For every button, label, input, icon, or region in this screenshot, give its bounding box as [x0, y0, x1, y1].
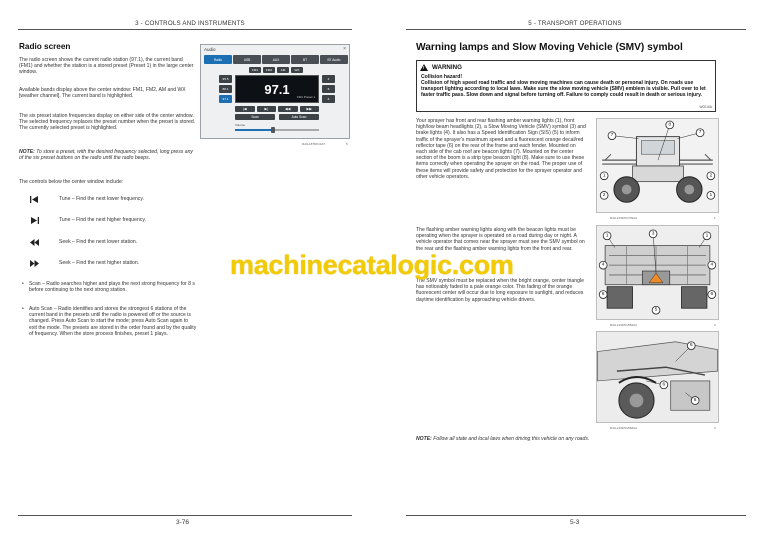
tune-seek-controls	[235, 106, 319, 112]
warning-body: Collision of high speed road traffic and slow moving machines can cause death or personal injury. On roads use transport lighting according to local laws. Make sure the slow moving vehicle (SMV) emblem is visible. Pull over to let faster traffic pass. Slow down and signal before turning off. Failure to comply could result in death or serious injury.	[421, 80, 706, 99]
seek-up-button: ▶▶	[300, 106, 320, 112]
figure-number-2: 2	[714, 323, 716, 327]
band-selector	[249, 67, 303, 73]
callout-label: 7	[698, 130, 702, 136]
footer-rule-right	[406, 515, 746, 516]
figure-sprayer-front	[596, 118, 719, 213]
band-am: AM	[277, 67, 289, 73]
preset-button-active: 97.1	[219, 95, 232, 103]
callout-label: 2	[602, 192, 606, 198]
seek-down-button: ◀◀	[278, 106, 298, 112]
warning-label: WARNING	[432, 64, 462, 71]
footer-rule-left	[18, 515, 352, 516]
control-row-tune-down	[27, 194, 197, 204]
current-frequency: 97.1	[264, 82, 290, 97]
note-paragraph-right	[416, 436, 606, 442]
control-text: Tune – Find the next lower frequency.	[59, 196, 144, 202]
figure-caption-3: RAIL21SP01568AA	[610, 426, 638, 430]
callout-label: 2	[709, 173, 713, 179]
running-head-left: 3 - CONTROLS AND INSTRUMENTS	[135, 20, 245, 27]
warning-headline: Collision hazard!	[421, 74, 463, 80]
figure-number-3: 3	[714, 426, 716, 430]
bullet-dot: •	[22, 306, 24, 312]
volume-label: Volume	[235, 123, 246, 127]
bullet-text: Auto Scan – Radio identifies and stores the strongest 6 stations of the current band in the presets until the radio is powered off or the source is changed. Press Auto Scan to start the mode; press Auto Scan again to exit the mode. The presets are stored in the order found and by the quality of frequency. When the store process finishes, preset 1 plays.	[29, 306, 197, 337]
paragraph-lights: Your sprayer has front and rear flashing amber warning lights (1), front high/low beam headlights (2), a Slow Moving Vehicle (SMV) symbol (3) and brake lights (4). It also has a Speed Identification Sign (SIS) (5) to inform traffic of the sprayer's maximum speed and a fluorescent orange decal/red reflector tape (6) on the rear of the frame and each fender. Mounted on each side of the cab roof are beacon lights (7). Mounted on the center section of the boom is a strip type beacon light (8). Make sure to use these items correctly when operating the sprayer on the road. The proper use of these items will provide safety and protection for the sprayer operator and other vehicle operators.	[416, 118, 586, 180]
tab-aux: AUX	[262, 55, 290, 64]
figure-number-radio: 5	[346, 142, 348, 146]
control-text: Seek – Find the next higher station.	[59, 260, 140, 266]
control-text: Tune – Find the next higher frequency.	[59, 217, 146, 223]
paragraph-flashing: The flashing amber warning lights along with the beacon lights must be operating when the sprayer is operated on a road during day or night. A vehicle operator that comes near the sprayer must see the SMV symbol on the rear and the flashing amber warning lights from the front and rear.	[416, 227, 585, 252]
callout-label: 6	[689, 343, 693, 349]
source-tabs	[204, 55, 348, 64]
control-row-seek-down	[27, 237, 197, 247]
paragraph-3: The six preset station frequencies display on either side of the center window. The selected frequency replaces the preset number when the preset is stored. The currently selected preset is highlighted.	[19, 113, 196, 132]
bullet-auto-scan	[22, 306, 197, 337]
volume-slider	[235, 129, 319, 131]
paragraph-1: The radio screen shows the current radio station (97.1), the current band (FM1) and whether the station is a stored preset (Preset 1) in the large center window.	[19, 57, 194, 76]
warning-header	[420, 63, 500, 72]
section-title-warning-lamps: Warning lamps and Slow Moving Vehicle (SMV) symbol	[416, 42, 683, 53]
note-text: Follow all state and local laws when driving this vehicle on any roads.	[433, 436, 590, 442]
figure-caption-1: RAIL21SP01705AA	[610, 216, 638, 220]
presets-left	[219, 75, 232, 103]
figure-sprayer-rear	[596, 225, 719, 320]
note-text: To store a preset, with the desired frequency selected, long press any of the six preset buttons on the radio until the radio beeps.	[19, 149, 193, 162]
tab-bt-audio: BT Audio	[320, 55, 348, 64]
warning-text	[421, 74, 713, 98]
callout-label: 7	[610, 133, 614, 139]
tune-up-icon	[27, 216, 41, 224]
warning-box	[416, 60, 716, 112]
bullet-scan	[22, 281, 197, 293]
band-fm2: FM2	[263, 67, 275, 73]
sprayer-fender-illustration	[597, 332, 718, 422]
band-wx: WX	[291, 67, 303, 73]
figure-caption-2: RAIL21SP01566AA	[610, 323, 638, 327]
section-title-radio-screen: Radio screen	[19, 42, 71, 51]
preset-button: 4	[322, 75, 335, 83]
callout-label: 1	[605, 233, 609, 239]
header-rule-right	[406, 29, 746, 30]
callout-label: 3	[651, 231, 655, 237]
callout-label: 1	[709, 192, 713, 198]
seek-down-icon	[27, 238, 41, 246]
tab-bt: BT	[291, 55, 319, 64]
page-number-left: 3-76	[176, 519, 190, 526]
controls-intro: The controls below the center window include:	[19, 179, 124, 185]
preset-button: 95.5	[219, 75, 232, 83]
watermark: machinecatalogic.com	[230, 250, 514, 280]
control-row-tune-up	[27, 215, 197, 225]
callout-label: 6	[601, 292, 605, 298]
current-band-preset: FM1 Preset 1	[296, 95, 315, 99]
warning-code: W0016A	[699, 105, 712, 109]
scan-button: Scan	[235, 114, 275, 120]
tab-radio: Radio	[204, 55, 232, 64]
callout-label: 6	[662, 382, 666, 388]
volume-knob	[271, 127, 275, 133]
presets-right	[322, 75, 335, 103]
callout-label: 4	[601, 262, 605, 268]
paragraph-2: Available bands display above the center window: FM1, FM2, AM and WX [weather channel]. The current band is highlighted.	[19, 87, 186, 100]
preset-button: 88.1	[219, 85, 232, 93]
control-row-seek-up	[27, 258, 197, 268]
note-paragraph	[19, 149, 197, 161]
control-text: Seek – Find the next lower station.	[59, 239, 138, 245]
running-head-right: 5 - TRANSPORT OPERATIONS	[528, 20, 622, 27]
note-label: NOTE:	[416, 436, 432, 442]
sprayer-front-illustration	[597, 119, 718, 212]
frequency-window	[235, 75, 319, 103]
tune-down-icon	[27, 195, 41, 203]
callout-label: 6	[693, 397, 697, 403]
page-number-right: 5-3	[570, 519, 580, 526]
tune-up-button: ▶|	[257, 106, 277, 112]
radio-screen-figure	[200, 44, 350, 139]
warning-triangle-icon: !	[420, 64, 428, 71]
seek-up-icon	[27, 259, 41, 267]
note-label: NOTE:	[19, 149, 35, 155]
callout-label: 4	[710, 262, 714, 268]
paragraph-smv: The SMV symbol must be replaced when the bright orange, center triangle has noticeably faded to a pale orange color. This fading of the orange fluorescent center will occur due to long exposure to sunlight, and reduces daytime identification by approaching vehicle drivers.	[416, 278, 584, 303]
tab-usb: USB	[233, 55, 261, 64]
bullet-dot: •	[22, 281, 24, 287]
preset-button: 6	[322, 95, 335, 103]
auto-scan-button: Auto Scan	[279, 114, 319, 120]
callout-label: 1	[602, 173, 606, 179]
close-icon: ×	[343, 46, 346, 52]
scan-controls	[235, 114, 319, 120]
sprayer-rear-illustration	[597, 226, 718, 319]
callout-label: 1	[705, 233, 709, 239]
callout-label: 8	[668, 122, 672, 128]
callout-label: 6	[710, 292, 714, 298]
tune-down-button: |◀	[235, 106, 255, 112]
callout-label: 5	[654, 307, 658, 313]
bullet-text: Scan – Radio searches higher and plays the next strong frequency for 8 s before continuing to the next strong station.	[29, 281, 195, 294]
header-rule-left	[18, 29, 352, 30]
figure-sprayer-fender	[596, 331, 719, 423]
band-fm1: FM1	[249, 67, 261, 73]
preset-button: 5	[322, 85, 335, 93]
figure-number-1: 1	[714, 216, 716, 220]
audio-window-title: Audio	[204, 47, 216, 52]
figure-caption-radio: RAIL18TRIO4AT	[302, 142, 326, 146]
volume-fill	[235, 129, 273, 131]
